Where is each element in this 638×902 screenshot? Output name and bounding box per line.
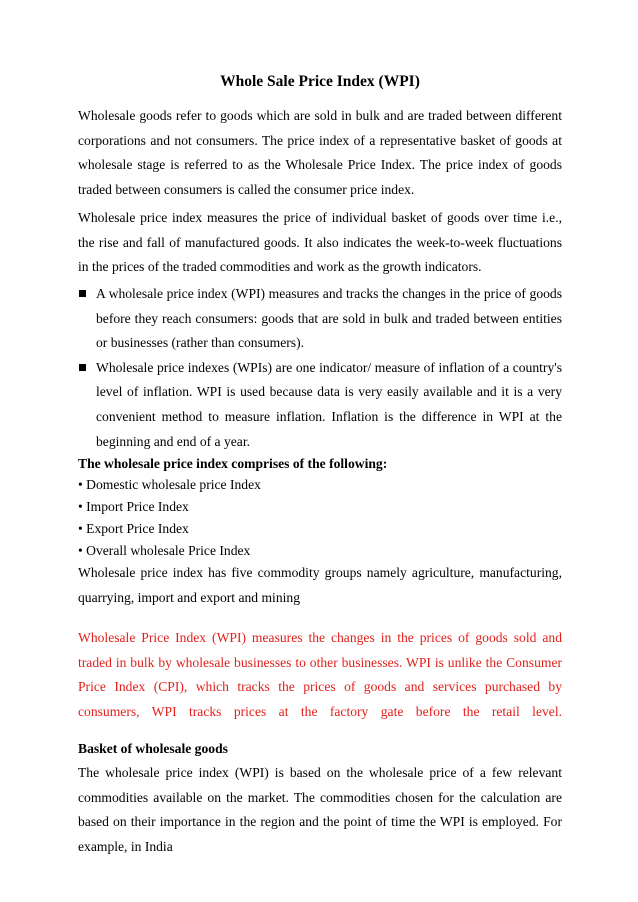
component-item: • Domestic wholesale price Index bbox=[78, 477, 261, 492]
component-item: • Overall wholesale Price Index bbox=[78, 543, 251, 558]
square-bullet-icon bbox=[79, 290, 86, 297]
bullet-text: A wholesale price index (WPI) measures and tracks the changes in the price of goods before they reach consumers: goods that are sold in bulk and traded between entities or businesses (rather than consumers). bbox=[96, 286, 562, 351]
bullet-item bbox=[78, 282, 562, 356]
document-title: Whole Sale Price Index (WPI) bbox=[220, 73, 420, 90]
component-item: • Import Price Index bbox=[78, 499, 189, 514]
bullet-text: Wholesale price indexes (WPIs) are one indicator/ measure of inflation of a country's level of inflation. WPI is used because data is very easily available and it is a very convenient method to measure inflation. Inflation is the difference in WPI at the beginning and end of a year. bbox=[96, 359, 562, 449]
commodity-groups-text: Wholesale price index has five commodity groups namely agriculture, manufacturing, quarrying, import and export and mining bbox=[78, 565, 562, 605]
wpi-bullet-list bbox=[78, 282, 562, 454]
highlight-paragraph: Wholesale Price Index (WPI) measures the changes in the prices of goods sold and traded in bulk by wholesale businesses to other businesses. WPI is unlike the Consumer Price Index (CPI), which tracks the prices of goods and services purchased by consumers, WPI tracks prices at the factory gate before the retail level. bbox=[78, 630, 562, 719]
square-bullet-icon bbox=[79, 364, 86, 371]
basket-paragraph: The wholesale price index (WPI) is based on the wholesale price of a few relevant commodities available on the market. The commodities chosen for the calculation are based on their importance in the region and the point of time the WPI is employed. For example, in India bbox=[78, 765, 562, 854]
component-item: • Export Price Index bbox=[78, 521, 189, 536]
components-list bbox=[78, 474, 562, 562]
basket-heading: Basket of wholesale goods bbox=[78, 741, 228, 756]
measure-paragraph: Wholesale price index measures the price of individual basket of goods over time i.e., the rise and fall of manufactured goods. It also indicates the week-to-week fluctuations in the prices of the traded commodities and work as the growth indicators. bbox=[78, 210, 562, 275]
intro-paragraph: Wholesale goods refer to goods which are sold in bulk and are traded between different corporations and not consumers. The price index of a representative basket of goods at wholesale stage is referred to as the Wholesale Price Index. The price index of goods traded between consumers is called the consumer price index. bbox=[78, 108, 562, 197]
bullet-item bbox=[78, 356, 562, 454]
components-heading: The wholesale price index comprises of the following: bbox=[78, 456, 388, 471]
